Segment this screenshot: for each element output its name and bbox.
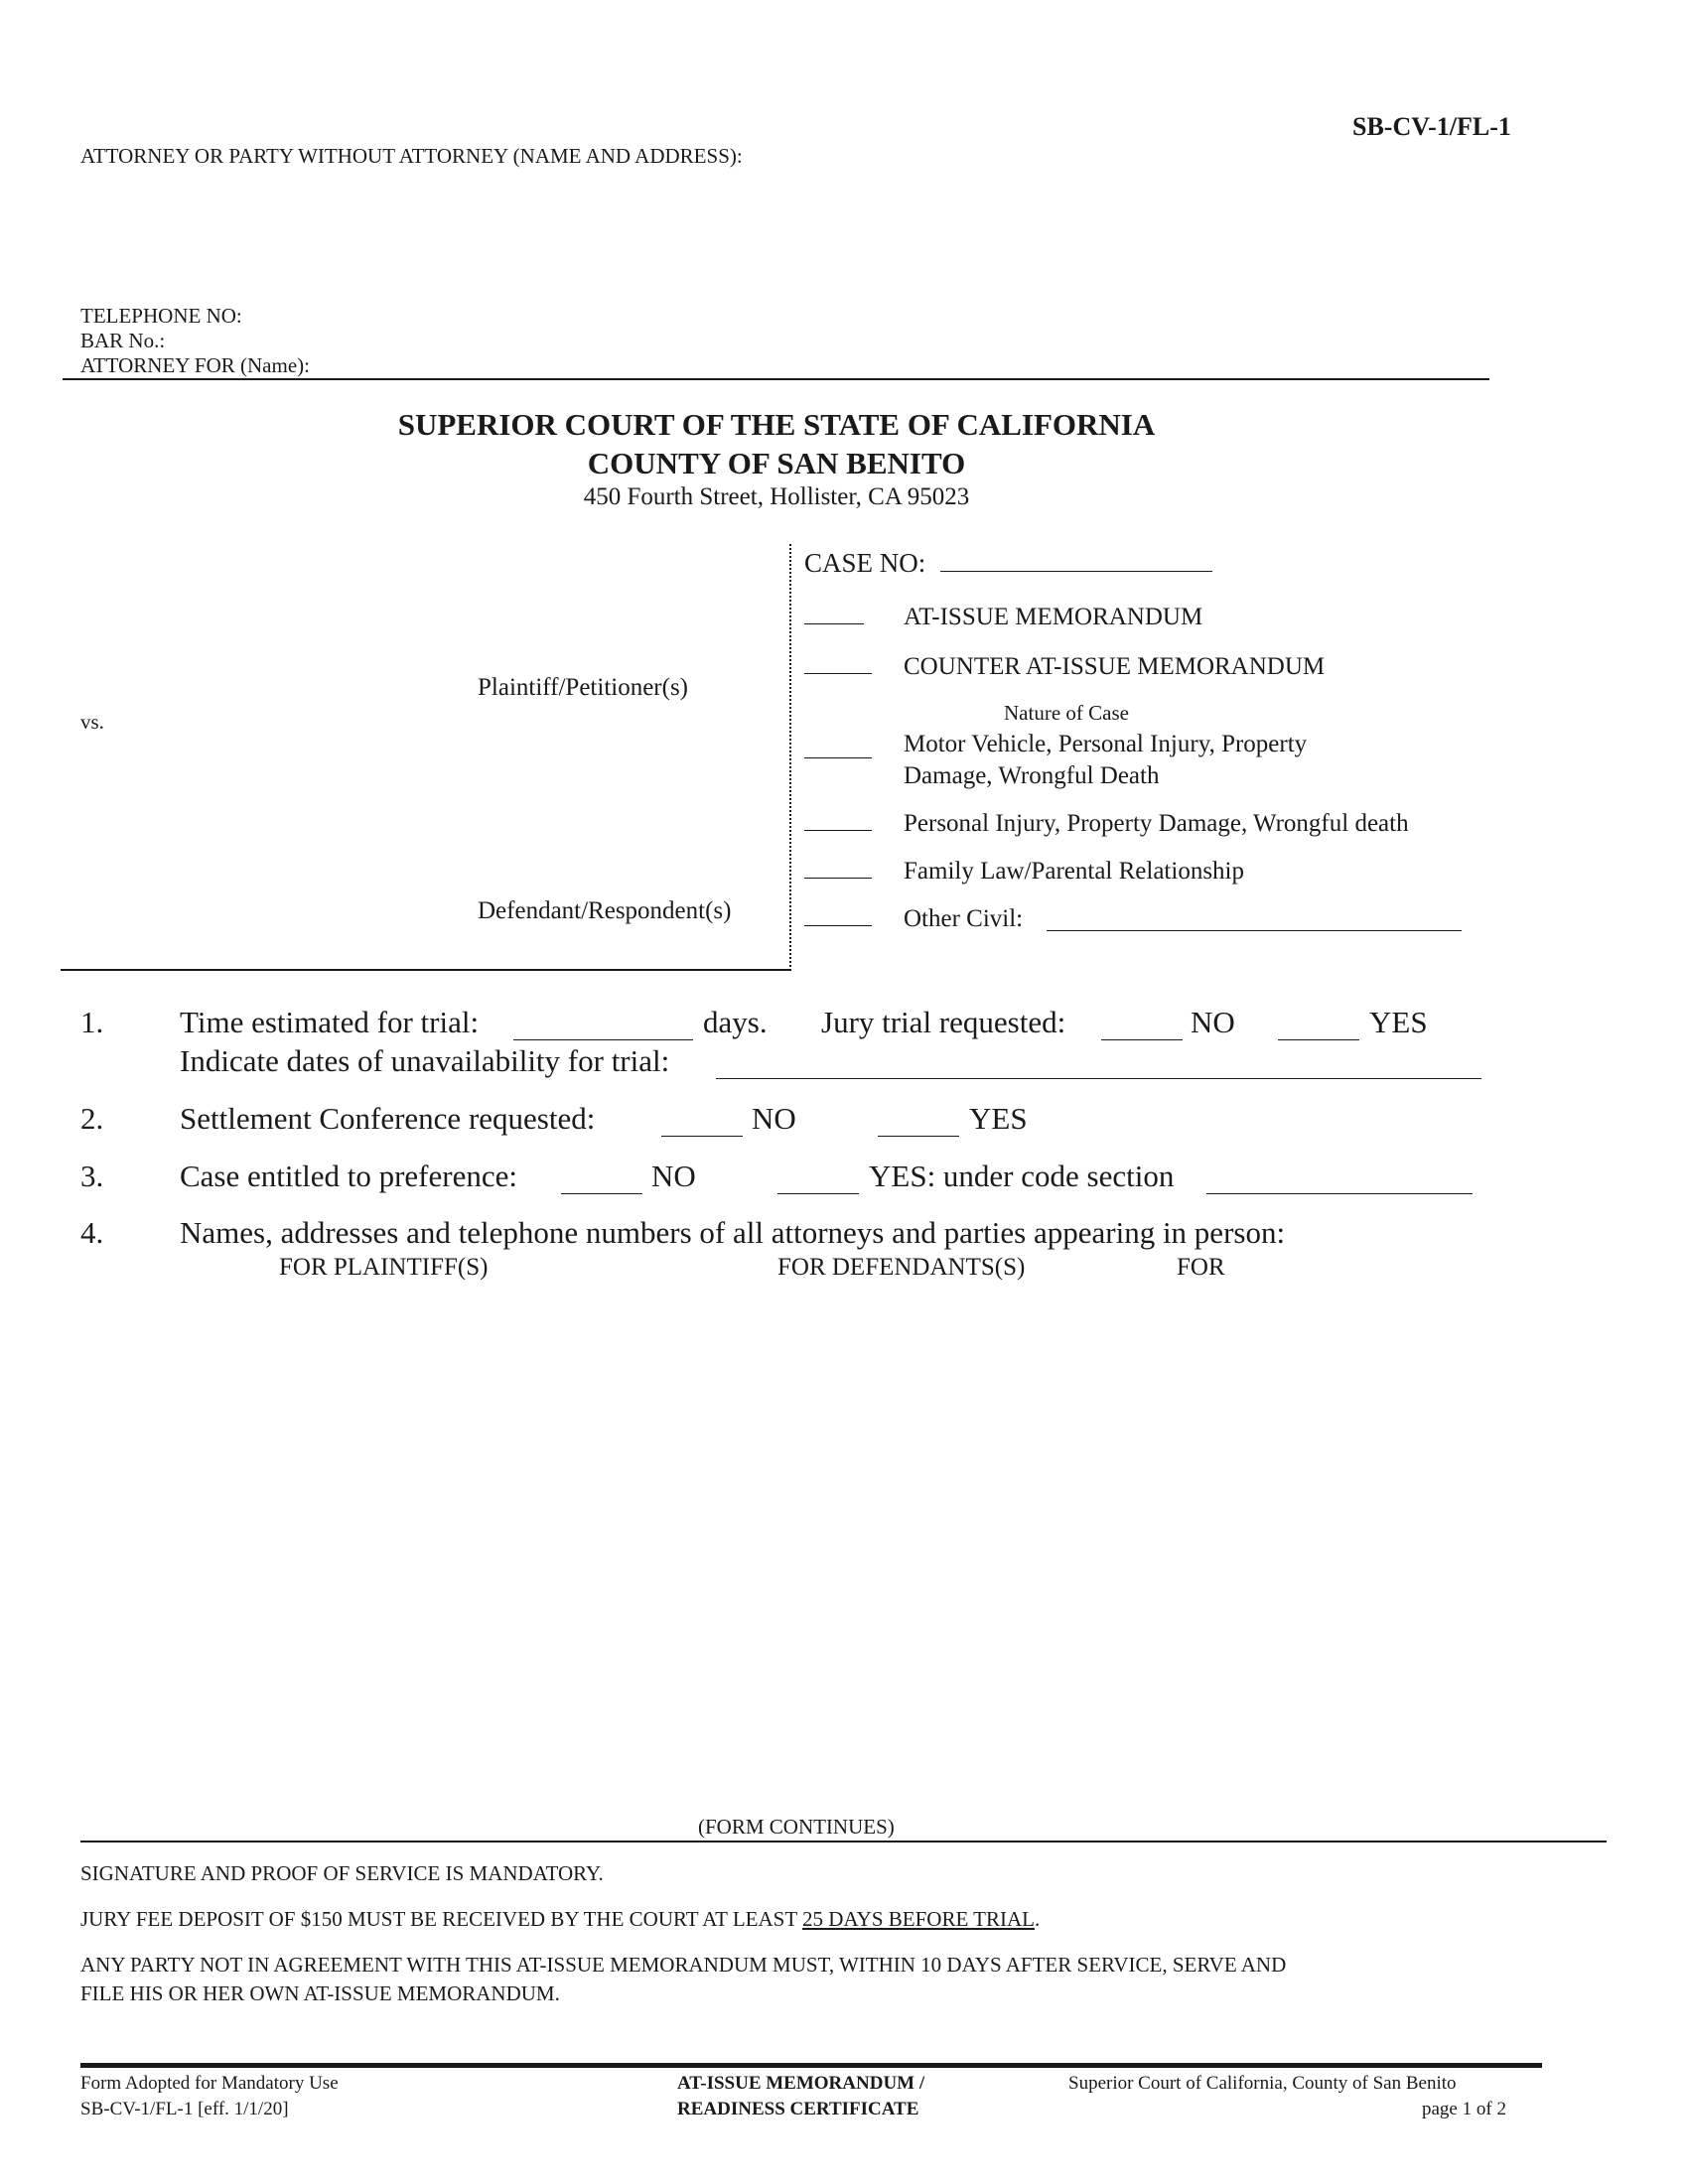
defendant-label: Defendant/Respondent(s) [478, 897, 732, 924]
personal-injury-blank[interactable] [804, 829, 872, 831]
footer-page: page 1 of 2 [1422, 2099, 1506, 2119]
family-law-option[interactable] [804, 858, 1244, 886]
settlement-yes-label: YES [969, 1101, 1028, 1136]
jury-requested-label: Jury trial requested: [821, 1005, 1066, 1039]
code-section-blank[interactable] [1206, 1192, 1473, 1194]
any-party-notice-2: FILE HIS OR HER OWN AT-ISSUE MEMORANDUM. [80, 1981, 560, 2005]
form-id: SB-CV-1/FL-1 [1352, 112, 1511, 141]
attorney-for-label: ATTORNEY FOR (Name): [80, 353, 310, 377]
counter-blank[interactable] [804, 672, 872, 674]
court-title: SUPERIOR COURT OF THE STATE OF CALIFORNIA [397, 407, 1156, 442]
case-no-label: CASE NO: [804, 548, 926, 578]
jury-fee-period: . [1034, 1907, 1041, 1931]
time-estimated-blank[interactable] [513, 1038, 693, 1040]
item-2-number: 2. [80, 1101, 104, 1136]
form-continues: (FORM CONTINUES) [698, 1815, 895, 1839]
preference-no-blank[interactable] [561, 1192, 642, 1194]
footer-court: Superior Court of California, County of San Benito [1068, 2073, 1457, 2094]
at-issue-blank[interactable] [804, 622, 864, 624]
settlement-no-label: NO [752, 1101, 796, 1136]
jury-fee-deadline: 25 DAYS BEFORE TRIAL [802, 1907, 1035, 1931]
other-civil-text-blank[interactable] [1047, 929, 1462, 931]
jury-fee-notice [80, 1907, 1040, 1932]
footer-rule [80, 2063, 1542, 2068]
preference-label: Case entitled to preference: [180, 1159, 517, 1193]
other-civil-check-blank[interactable] [804, 924, 872, 926]
at-issue-option[interactable] [804, 604, 1203, 631]
caption-divider [789, 544, 791, 971]
settlement-yes-blank[interactable] [878, 1135, 959, 1137]
case-no-blank[interactable] [940, 570, 1212, 572]
telephone-label: TELEPHONE NO: [80, 304, 242, 328]
other-civil-label: Other Civil: [904, 905, 1024, 932]
personal-injury-label: Personal Injury, Property Damage, Wrongful death [904, 810, 1409, 837]
jury-yes-blank[interactable] [1278, 1038, 1359, 1040]
county-title: COUNTY OF SAN BENITO [587, 446, 966, 480]
preference-yes-code-label: YES: under code section [869, 1159, 1175, 1193]
for-plaintiff-label: FOR PLAINTIFF(S) [279, 1254, 489, 1281]
bar-label: BAR No.: [80, 329, 166, 352]
preference-yes-blank[interactable] [777, 1192, 859, 1194]
counter-label: COUNTER AT-ISSUE MEMORANDUM [904, 653, 1326, 680]
notice-rule [80, 1841, 1607, 1843]
for-defendants-label: FOR DEFENDANTS(S) [777, 1254, 1026, 1281]
plaintiff-label: Plaintiff/Petitioner(s) [478, 674, 689, 701]
footer-title-2: READINESS CERTIFICATE [677, 2099, 919, 2119]
unavailability-label: Indicate dates of unavailability for trial: [180, 1043, 670, 1078]
caption-bottom-rule [61, 969, 791, 971]
settlement-label: Settlement Conference requested: [180, 1101, 596, 1136]
signature-notice: SIGNATURE AND PROOF OF SERVICE IS MANDATORY. [80, 1861, 604, 1885]
personal-injury-option[interactable] [804, 810, 1409, 838]
for-other-label: FOR [1177, 1254, 1225, 1281]
unavailability-blank[interactable] [716, 1077, 1481, 1079]
footer-form-eff: SB-CV-1/FL-1 [eff. 1/1/20] [80, 2099, 289, 2119]
motor-vehicle-label-1: Motor Vehicle, Personal Injury, Property [904, 731, 1308, 757]
item-3-number: 3. [80, 1159, 104, 1193]
days-label: days. [703, 1005, 768, 1039]
names-label: Names, addresses and telephone numbers of all attorneys and parties appearing in person: [180, 1215, 1286, 1250]
nature-heading: Nature of Case [1004, 701, 1129, 725]
time-estimated-label: Time estimated for trial: [180, 1005, 480, 1039]
item-1-number: 1. [80, 1005, 104, 1039]
settlement-no-blank[interactable] [661, 1135, 743, 1137]
preference-no-label: NO [651, 1159, 696, 1193]
family-law-label: Family Law/Parental Relationship [904, 858, 1244, 885]
court-address: 450 Fourth Street, Hollister, CA 95023 [583, 483, 970, 510]
jury-yes-label: YES [1369, 1005, 1428, 1039]
any-party-notice-1: ANY PARTY NOT IN AGREEMENT WITH THIS AT-ISSUE MEMORANDUM MUST, WITHIN 10 DAYS AFTER SERVICE, SERVE AND [80, 1953, 1287, 1977]
footer-adopted: Form Adopted for Mandatory Use [80, 2073, 339, 2094]
case-no-field[interactable] [804, 548, 1212, 579]
motor-vehicle-label-2: Damage, Wrongful Death [904, 762, 1160, 789]
header-rule [63, 378, 1489, 380]
item-4-number: 4. [80, 1215, 104, 1250]
counter-option[interactable] [804, 653, 1326, 681]
vs-label: vs. [80, 710, 104, 734]
motor-vehicle-blank[interactable] [804, 756, 872, 758]
attorney-heading: ATTORNEY OR PARTY WITHOUT ATTORNEY (NAME AND ADDRESS): [80, 144, 743, 168]
footer-title-1: AT-ISSUE MEMORANDUM / [677, 2073, 925, 2094]
family-law-blank[interactable] [804, 877, 872, 879]
other-civil-option[interactable] [804, 905, 1024, 933]
at-issue-label: AT-ISSUE MEMORANDUM [904, 604, 1203, 630]
jury-no-label: NO [1191, 1005, 1235, 1039]
jury-fee-text: JURY FEE DEPOSIT OF $150 MUST BE RECEIVED BY THE COURT AT LEAST [80, 1907, 803, 1931]
jury-no-blank[interactable] [1101, 1038, 1183, 1040]
